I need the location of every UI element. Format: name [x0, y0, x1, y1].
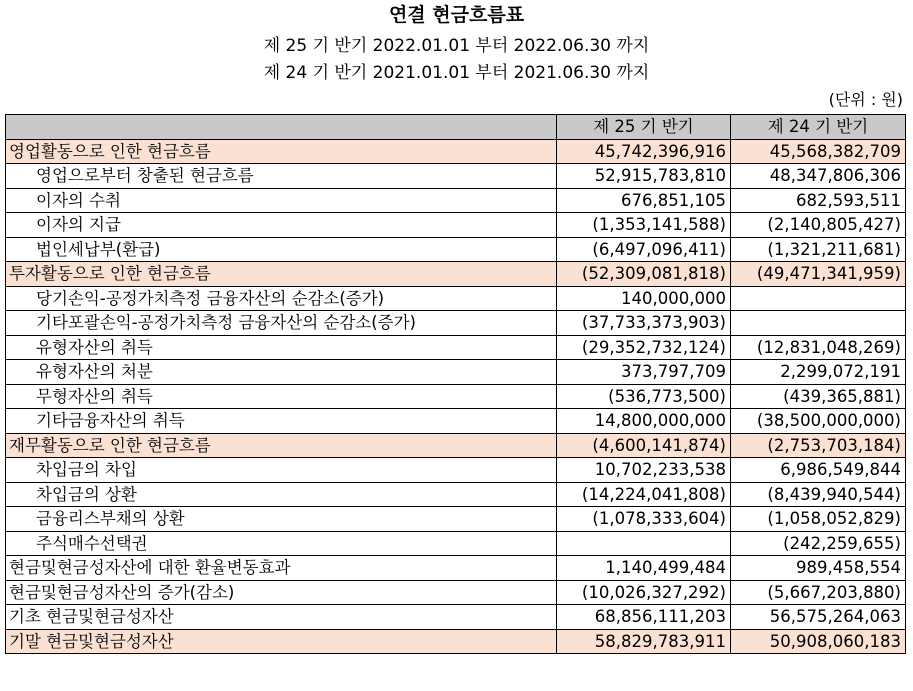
value-prior: 48,347,806,306 — [731, 164, 906, 189]
table-row — [6, 164, 906, 189]
row-label: 주식매수선택권 — [6, 531, 557, 556]
value-current: 14,800,000,000 — [557, 409, 731, 434]
value-current: 45,742,396,916 — [557, 139, 731, 164]
row-label: 기타포괄손익-공정가치측정 금융자산의 순감소(증가) — [6, 311, 557, 336]
table-row — [6, 458, 906, 483]
row-label: 차입금의 차입 — [6, 458, 557, 483]
value-current: (6,497,096,411) — [557, 237, 731, 262]
value-current: 52,915,783,810 — [557, 164, 731, 189]
row-label: 현금및현금성자산에 대한 환율변동효과 — [6, 556, 557, 581]
row-label: 영업활동으로 인한 현금흐름 — [6, 139, 557, 164]
value-current: (52,309,081,818) — [557, 262, 731, 287]
value-prior: (8,439,940,544) — [731, 482, 906, 507]
value-prior: 682,593,511 — [731, 188, 906, 213]
value-current: 373,797,709 — [557, 360, 731, 385]
row-label: 차입금의 상환 — [6, 482, 557, 507]
value-current: (10,026,327,292) — [557, 580, 731, 605]
row-label: 금융리스부채의 상환 — [6, 507, 557, 532]
row-label: 기타금융자산의 취득 — [6, 409, 557, 434]
header-blank — [6, 115, 557, 140]
table-row — [6, 531, 906, 556]
value-current: 1,140,499,484 — [557, 556, 731, 581]
row-label: 무형자산의 취득 — [6, 384, 557, 409]
value-current: 10,702,233,538 — [557, 458, 731, 483]
table-row — [6, 482, 906, 507]
value-prior: (2,140,805,427) — [731, 213, 906, 238]
table-row — [6, 605, 906, 630]
value-prior: (38,500,000,000) — [731, 409, 906, 434]
cash-flow-table — [5, 114, 906, 654]
value-prior: 6,986,549,844 — [731, 458, 906, 483]
value-prior: 50,908,060,183 — [731, 629, 906, 654]
row-label: 영업으로부터 창출된 현금흐름 — [6, 164, 557, 189]
row-label: 유형자산의 처분 — [6, 360, 557, 385]
table-row — [6, 629, 906, 654]
header-prior-period: 제 24 기 반기 — [731, 115, 906, 140]
table-row — [6, 335, 906, 360]
table-row — [6, 384, 906, 409]
header-current-period: 제 25 기 반기 — [557, 115, 731, 140]
value-current: (4,600,141,874) — [557, 433, 731, 458]
table-row — [6, 213, 906, 238]
value-current: (1,353,141,588) — [557, 213, 731, 238]
value-current: (29,352,732,124) — [557, 335, 731, 360]
value-prior: (1,058,052,829) — [731, 507, 906, 532]
period-prior: 제 24 기 반기 2021.01.01 부터 2021.06.30 까지 — [263, 63, 650, 83]
value-current: 140,000,000 — [557, 286, 731, 311]
value-prior: 45,568,382,709 — [731, 139, 906, 164]
statement-title: 연결 현금흐름표 — [388, 4, 525, 26]
table-row — [6, 286, 906, 311]
value-prior: (12,831,048,269) — [731, 335, 906, 360]
row-label: 기초 현금및현금성자산 — [6, 605, 557, 630]
table-row — [6, 433, 906, 458]
value-prior: (2,753,703,184) — [731, 433, 906, 458]
table-row — [6, 409, 906, 434]
table-row — [6, 556, 906, 581]
value-current: (536,773,500) — [557, 384, 731, 409]
table-header-row — [6, 115, 906, 140]
value-prior: (49,471,341,959) — [731, 262, 906, 287]
value-prior: (5,667,203,880) — [731, 580, 906, 605]
value-prior — [731, 286, 906, 311]
unit-label: (단위 : 원) — [828, 90, 903, 109]
value-current: 68,856,111,203 — [557, 605, 731, 630]
table-row — [6, 360, 906, 385]
period-current: 제 25 기 반기 2022.01.01 부터 2022.06.30 까지 — [263, 36, 650, 56]
value-prior: 56,575,264,063 — [731, 605, 906, 630]
row-label: 이자의 수취 — [6, 188, 557, 213]
row-label: 재무활동으로 인한 현금흐름 — [6, 433, 557, 458]
table-row — [6, 139, 906, 164]
value-current: (1,078,333,604) — [557, 507, 731, 532]
value-current — [557, 531, 731, 556]
row-label: 유형자산의 취득 — [6, 335, 557, 360]
table-row — [6, 580, 906, 605]
value-prior: 2,299,072,191 — [731, 360, 906, 385]
value-prior: (1,321,211,681) — [731, 237, 906, 262]
table-row — [6, 237, 906, 262]
row-label: 투자활동으로 인한 현금흐름 — [6, 262, 557, 287]
row-label: 당기손익-공정가치측정 금융자산의 순감소(증가) — [6, 286, 557, 311]
value-prior: 989,458,554 — [731, 556, 906, 581]
value-current: (37,733,373,903) — [557, 311, 731, 336]
value-prior: (242,259,655) — [731, 531, 906, 556]
table-row — [6, 188, 906, 213]
row-label: 기말 현금및현금성자산 — [6, 629, 557, 654]
value-current: 676,851,105 — [557, 188, 731, 213]
value-current: (14,224,041,808) — [557, 482, 731, 507]
value-current: 58,829,783,911 — [557, 629, 731, 654]
row-label: 현금및현금성자산의 증가(감소) — [6, 580, 557, 605]
table-row — [6, 507, 906, 532]
row-label: 이자의 지급 — [6, 213, 557, 238]
table-row — [6, 262, 906, 287]
value-prior — [731, 311, 906, 336]
row-label: 법인세납부(환급) — [6, 237, 557, 262]
table-row — [6, 311, 906, 336]
value-prior: (439,365,881) — [731, 384, 906, 409]
